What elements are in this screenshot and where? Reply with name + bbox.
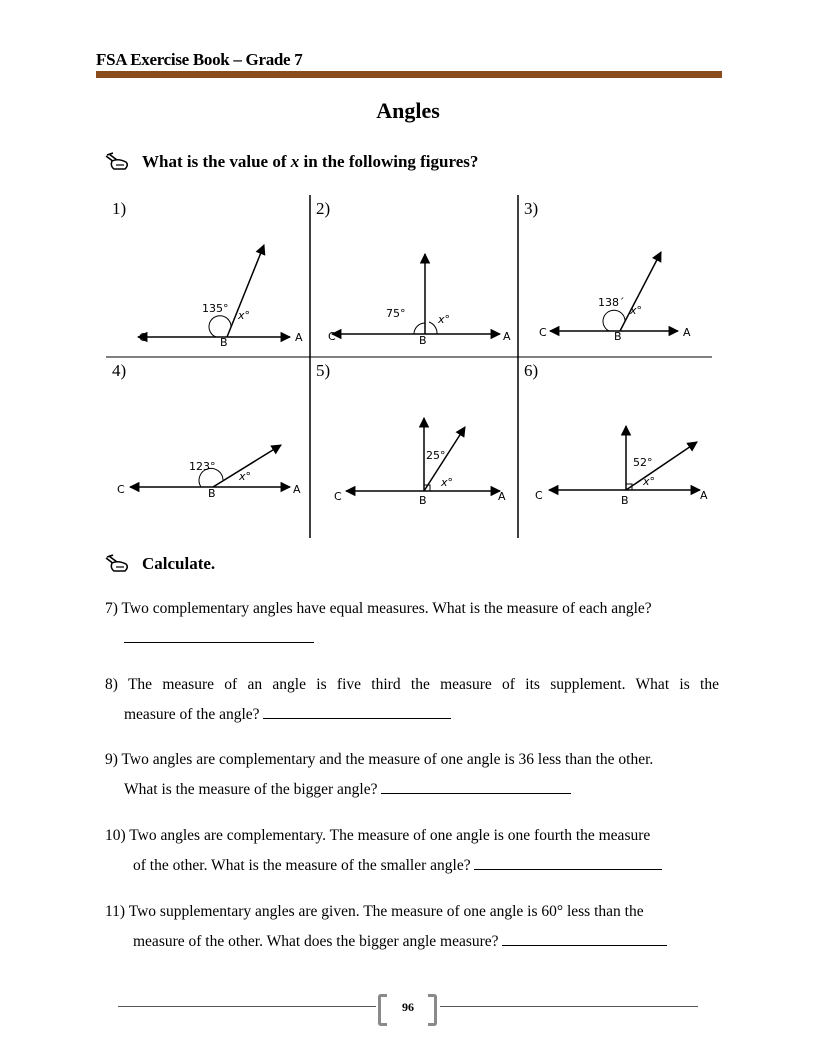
- figure-4-angle: 123°: [189, 460, 216, 473]
- figure-6-angle: 52°: [633, 456, 653, 469]
- figure-2-x: x°: [438, 313, 451, 326]
- figure-5: [334, 418, 506, 507]
- figure-4-label-b: B: [208, 487, 216, 500]
- figure-3-number: 3): [524, 199, 539, 218]
- pencil-hand-icon: [104, 554, 130, 574]
- instruction-variable: x: [290, 152, 300, 171]
- answer-blank[interactable]: [474, 855, 662, 870]
- question-text: Two angles are complementary and the measure of one angle is 36 less than the other.: [121, 751, 654, 768]
- question-number: 9): [105, 751, 118, 768]
- footer-rule-right: [440, 1006, 698, 1007]
- figure-5-label-b: B: [419, 494, 427, 507]
- figure-1-label-a: A: [295, 331, 303, 344]
- figure-3: [539, 252, 691, 343]
- figure-5-angle: 25°: [426, 449, 446, 462]
- question-text-cont: measure of the other. What does the bigger angle measure?: [133, 933, 499, 950]
- answer-blank[interactable]: [124, 628, 314, 643]
- figure-4: [117, 445, 301, 500]
- figure-3-label-a: A: [683, 326, 691, 339]
- question-10: [105, 821, 719, 881]
- figure-3-x: x°: [630, 304, 643, 317]
- figure-1-angle: 135°: [202, 302, 229, 315]
- figure-1-label-b: B: [220, 336, 228, 349]
- question-number: 10): [105, 827, 126, 844]
- figure-6: [535, 426, 708, 507]
- figure-1-number: 1): [112, 199, 127, 218]
- figure-5-x: x°: [441, 476, 454, 489]
- figure-5-label-c: C: [334, 490, 342, 503]
- figure-5-number: 5): [316, 361, 331, 380]
- figure-3-label-b: B: [614, 330, 622, 343]
- figure-2-label-a: A: [503, 330, 511, 343]
- figure-2-angle: 75°: [386, 307, 406, 320]
- figure-6-label-b: B: [621, 494, 629, 507]
- instruction-calculate: [104, 554, 215, 574]
- figure-6-number: 6): [524, 361, 539, 380]
- figure-4-label-a: A: [293, 483, 301, 496]
- figure-4-x: x°: [239, 470, 252, 483]
- figure-3-label-c: C: [539, 326, 547, 339]
- figure-1-label-c: C: [139, 331, 147, 344]
- instruction-text-pre: What is the value of: [142, 152, 287, 171]
- figure-4-label-c: C: [117, 483, 125, 496]
- question-text: Two supplementary angles are given. The measure of one angle is 60° less than the: [128, 903, 644, 920]
- page-number: 96: [402, 999, 414, 1014]
- calculate-text: Calculate.: [142, 554, 216, 573]
- answer-blank[interactable]: [263, 704, 451, 719]
- answer-blank[interactable]: [502, 931, 667, 946]
- footer-rule-left: [118, 1006, 376, 1007]
- book-title: FSA Exercise Book – Grade 7: [96, 50, 303, 69]
- figure-4-number: 4): [112, 361, 127, 380]
- question-9: [105, 745, 719, 805]
- answer-blank[interactable]: [381, 779, 571, 794]
- question-11: [105, 897, 719, 957]
- instruction-text-post: in the following figures?: [303, 152, 479, 171]
- page-title: Angles: [376, 98, 440, 123]
- question-8: [105, 670, 719, 730]
- question-text: Two complementary angles have equal measures. What is the measure of each angle?: [121, 600, 652, 617]
- question-text-cont: measure of the angle?: [124, 706, 260, 723]
- figure-1-x: x°: [238, 309, 251, 322]
- question-7: [105, 594, 719, 654]
- question-text-cont: What is the measure of the bigger angle?: [124, 781, 378, 798]
- question-number: 7): [105, 600, 118, 617]
- figure-2-label-b: B: [419, 334, 427, 347]
- question-text: Two angles are complementary. The measure of one angle is one fourth the measure: [129, 827, 651, 844]
- figure-6-x: x°: [643, 475, 656, 488]
- figure-3-angle: 138´: [598, 296, 625, 309]
- question-number: 8): [105, 676, 118, 693]
- figure-2-label-c: C: [328, 330, 336, 343]
- figure-2-number: 2): [316, 199, 331, 218]
- figure-1: [138, 245, 303, 349]
- question-text: The measure of an angle is five third the measure of its supplement. What is the: [127, 676, 719, 693]
- question-text-cont: of the other. What is the measure of the smaller angle?: [133, 857, 471, 874]
- question-number: 11): [105, 903, 126, 920]
- figure-6-label-a: A: [700, 489, 708, 502]
- figure-5-label-a: A: [498, 490, 506, 503]
- figure-2: [328, 254, 511, 347]
- figure-6-label-c: C: [535, 489, 543, 502]
